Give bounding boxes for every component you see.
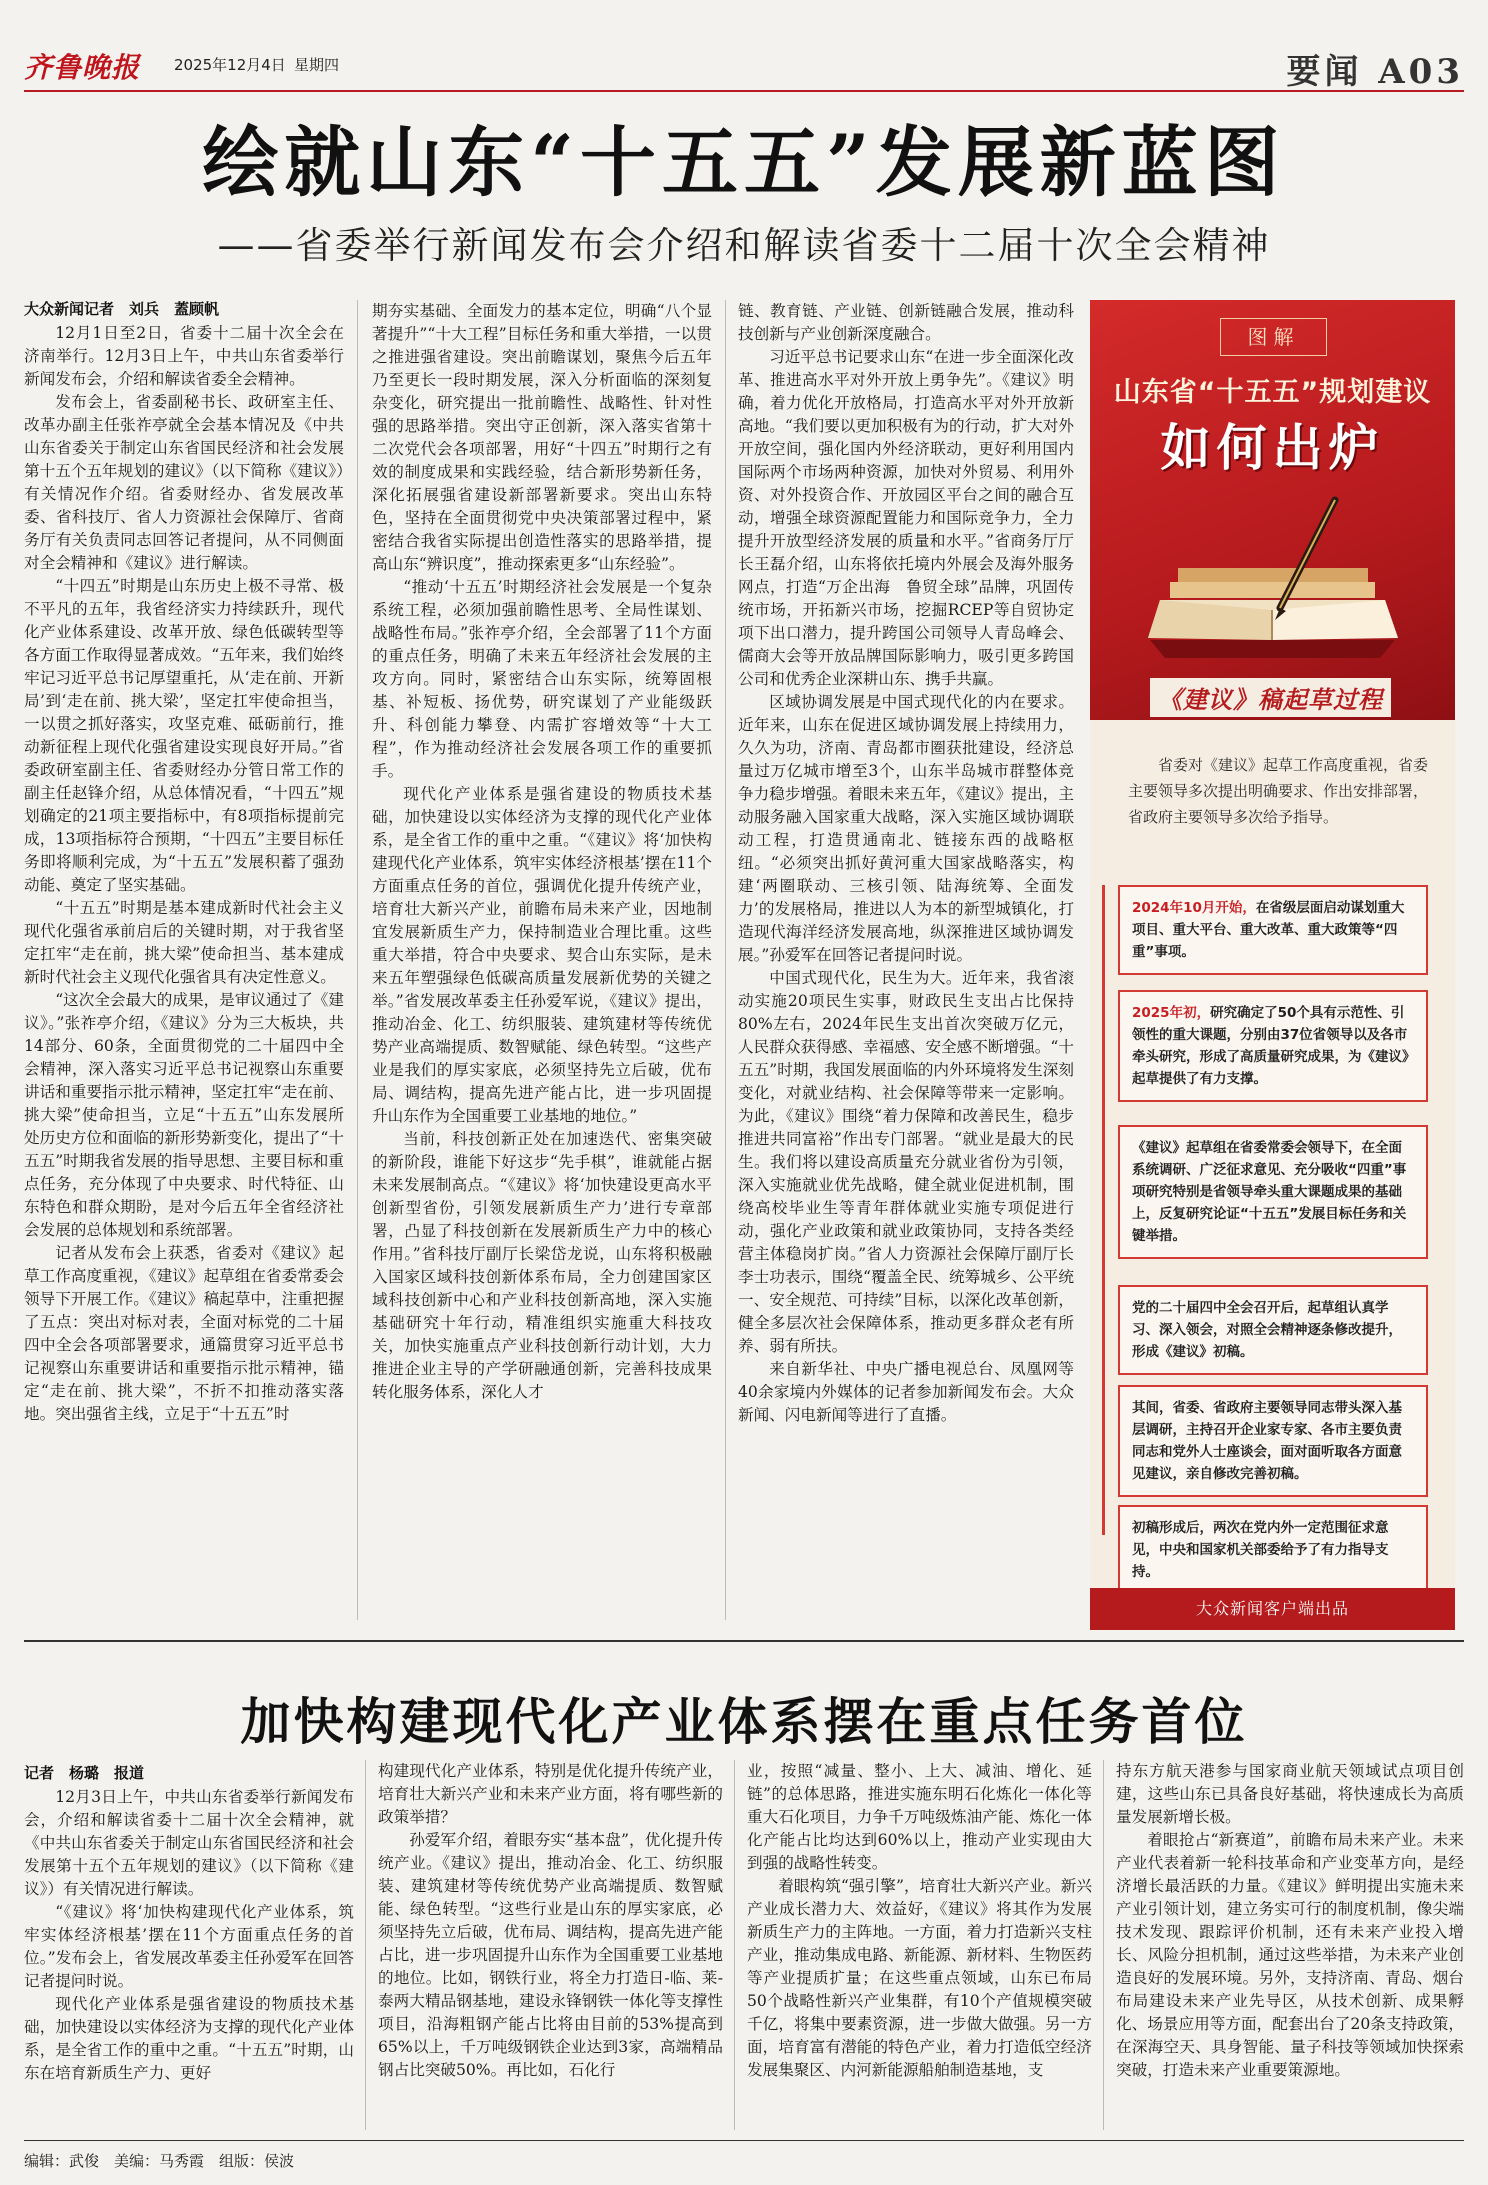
column-divider — [734, 1760, 735, 2130]
issue-weekday: 星期四 — [294, 56, 340, 74]
paragraph: “这次全会最大的成果，是审议通过了《建议》。”张祚亭介绍，《建议》分为三大板块，共14部分、60条，全面贯彻党的二十届四中全会精神，深入落实习近平总书记视察山东重要讲话和重要指示批示精神，坚定扛牢“走在前、挑大梁”使命担当，立足“十五五”山东发展所处历史方位和面临的新形势新变化，提出了“十五五”时期我省发展的指导思想、主要目标和重点任务，充分体现了中央要求、时代特征、山东特色和群众期盼，是对今后五年全省经济社会发展的总体规划和系统部署。 — [24, 991, 344, 1239]
paragraph: 孙爱军介绍，着眼夯实“基本盘”，优化提升传统产业。《建议》提出，推动冶金、化工、纺织服装、建筑建材等传统优势产业高端提质、数智赋能、绿色转型。“这些行业是山东的厚实家底，必须坚持先立后破，优布局、调结构，提高先进产能占比，进一步巩固提升山东作为全国重要工业基地的地位。比如，钢铁行业，将全力打造日-临、莱-泰两大精品钢基地，建设永锋钢铁一体化等支撑性项目，沿海粗钢产能占比将由目前的53%提高到65%以上，千万吨级钢铁企业达到3家，高端精品钢占比突破50%。再比如，石化行 — [378, 1831, 723, 2079]
step-text: 在省级层面启动谋划重大项目、重大平台、重大改革、重大政策等“四重”事项。 — [1132, 900, 1405, 960]
issue-date: 2025年12月4日 — [174, 56, 286, 74]
paragraph: 当前，科技创新正处在加速迭代、密集突破的新阶段，谁能下好这步“先手棋”，谁就能占据未来发展制高点。“《建议》将‘加快建设更高水平创新型省份，引领发展新质生产力’进行专章部署，凸显了科技创新在发展新质生产力中的核心作用。”省科技厅副厅长梁岱龙说，山东将积极融入国家区域科技创新体系布局，全力创建国家区域科技创新中心和产业科技创新高地，深入实施基础研究十年行动，精准组织实施重大科技攻关，加快实施重点产业科技创新行动计划，大力推进企业主导的产学研融通创新，完善科技成果转化服务体系，深化人才 — [372, 1130, 712, 1401]
article1-byline: 大众新闻记者 刘兵 蓋顾帆 — [24, 300, 220, 318]
paragraph: 区域协调发展是中国式现代化的内在要求。近年来，山东在促进区域协调发展上持续用力，久久为功，济南、青岛都市圈获批建设，经济总量过万亿城市增至3个，山东半岛城市群整体竞争力稳步增强。着眼未来五年，《建议》提出，主动服务融入国家重大战略，深入实施区域协调联动工程，打造贯通南北、链接东西的战略枢纽。“必须突出抓好黄河重大国家战略落实，构建‘两圈联动、三核引领、陆海统筹、全面发力’的发展格局，推进以人为本的新型城镇化，打造现代海洋经济发展高地，纵深推进区域协调发展。”孙爱军在回答记者提问时说。 — [738, 693, 1074, 964]
paragraph: 来自新华社、中央广播电视总台、凤凰网等40余家境内外媒体的记者参加新闻发布会。大众新闻、闪电新闻等进行了直播。 — [738, 1360, 1074, 1424]
paragraph: 习近平总书记要求山东“在进一步全面深化改革、推进高水平对外开放上勇争先”。《建议》明确，着力优化开放格局，打造高水平对外开放新高地。“我们要以更加积极有为的行动，扩大对外开放空间，强化国内外经济联动，更好利用国内国际两个市场两种资源，加快对外贸易、利用外资、对外投资合作、开放园区平台之间的融合互动，增强全球资源配置能力和国际竞争力，全力提升开放型经济发展的质量和水平。”省商务厅厅长王磊介绍，山东将依托境内外展会及海外服务网点，打造“万企出海 鲁贸全球”品牌，巩固传统市场，开拓新兴市场，挖掘RCEP等自贸协定项下出口潜力，提升跨国公司领导人青岛峰会、儒商大会等开放品牌国际影响力，吸引更多跨国公司和优秀企业深耕山东、携手共赢。 — [738, 348, 1074, 688]
article1-column-1 — [24, 322, 344, 1620]
article1-column-2 — [372, 300, 712, 1620]
step-text: 其间，省委、省政府主要领导同志带头深入基层调研，主持召开企业家专家、各市主要负责同志和党外人士座谈会，面对面听取各方面意见建议，亲自修改完善初稿。 — [1132, 1400, 1402, 1482]
infographic-intro: 省委对《建议》起草工作高度重视，省委主要领导多次提出明确要求、作出安排部署，省政府主要领导多次给予指导。 — [1128, 756, 1429, 826]
article2-byline: 记者 杨璐 报道 — [24, 1764, 145, 1782]
article2-column-2 — [378, 1760, 723, 2130]
paragraph: 链、教育链、产业链、创新链融合发展，推动科技创新与产业创新深度融合。 — [738, 302, 1074, 343]
footer-rule — [24, 2140, 1464, 2141]
infographic-title-large: 如何出炉 — [1160, 419, 1385, 477]
timeline-step — [1118, 990, 1428, 1102]
step-text: 研究确定了50个具有示范性、引领性的重大课题，分别由37位省领导以及各市牵头研究，形成了高质量研究成果，为《建议》起草提供了有力支撑。 — [1132, 1005, 1409, 1087]
paragraph: 12月3日上午，中共山东省委举行新闻发布会，介绍和解读省委十二届十次全会精神，就《中共山东省委关于制定山东省国民经济和社会发展第十五个五年规划的建议》（以下简称《建议》）有关情况进行解读。 — [24, 1788, 354, 1898]
paragraph: “推动‘十五五’时期经济社会发展是一个复杂系统工程，必须加强前瞻性思考、全局性谋划、战略性布局。”张祚亭介绍，全会部署了11个方面的重点任务，明确了未来五年经济社会发展的主攻方向。同时，紧密结合山东实际，统筹固根基、补短板、扬优势，研究谋划了产业能级跃升、科创能力攀登、内需扩容增效等“十大工程”，作为推动经济社会发展各项工作的重要抓手。 — [372, 578, 712, 780]
paragraph: 业，按照“减量、整小、上大、减油、增化、延链”的总体思路，推进实施东明石化炼化一体化等重大石化项目，力争千万吨级炼油产能、炼化一体化产能占比均达到60%以上，推动产业实现由大到强的战略性转变。 — [747, 1762, 1092, 1872]
step-lead: 2025年初， — [1132, 1005, 1211, 1021]
paragraph: “十五五”时期是基本建成新时代社会主义现代化强省承前启后的关键时期，对于我省坚定扛牢“走在前，挑大梁”使命担当、基本建成新时代社会主义现代化强省具有决定性意义。 — [24, 899, 344, 986]
paragraph: 发布会上，省委副秘书长、政研室主任、改革办副主任张祚亭就全会基本情况及《中共山东省委关于制定山东省国民经济和社会发展第十五个五年规划的建议》（以下简称《建议》）有关情况作介绍。省委财经办、省发展改革委、省科技厅、省人力资源社会保障厅、省商务厅有关负责同志回答记者提问，从不同侧面对全会精神和《建议》进行解读。 — [24, 393, 344, 572]
column-divider — [1103, 1760, 1104, 2130]
page-credits: 编辑：武俊 美编：马秀霞 组版：侯波 — [24, 2152, 295, 2170]
paragraph: 现代化产业体系是强省建设的物质技术基础，加快建设以实体经济为支撑的现代化产业体系，是全省工作的重中之重。“《建议》将‘加快构建现代化产业体系，筑牢实体经济根基’摆在11个方面重点任务的首位，强调优化提升传统产业，培育壮大新兴产业，前瞻布局未来产业，因地制宜发展新质生产力，保持制造业合理比重。这些重大举措，符合中央要求、契合山东实际，是未来五年塑强绿色低碳高质量发展新优势的关键之举。”省发展改革委主任孙爱军说，《建议》提出，推动冶金、化工、纺织服装、建筑建材等传统优势产业高端提质、数智赋能、绿色转型。“这些产业是我们的厚实家底，必须坚持先立后破，优布局、调结构，提高先进产能占比，进一步巩固提升山东作为全国重要工业基地的地位。” — [372, 785, 712, 1125]
column-divider — [357, 300, 358, 1620]
article2-column-3 — [747, 1760, 1092, 2130]
paragraph: 着眼抢占“新赛道”，前瞻布局未来产业。未来产业代表着新一轮科技革命和产业变革方向，是经济增长最活跃的力量。《建议》鲜明提出实施未来产业引领计划，建立务实可行的制度机制，像尖端技术发现、跟踪评价机制，还有未来产业投入增长、风险分担机制，通过这些举措，为未来产业创造良好的发展环境。另外，支持济南、青岛、烟台布局建设未来产业先导区，从技术创新、成果孵化、场景应用等方面，配套出台了20条支持政策，在深海空天、具身智能、量子科技等领域加快探索突破，打造未来产业重要策源地。 — [1116, 1831, 1464, 2079]
timeline-step — [1118, 1505, 1428, 1595]
timeline-step — [1118, 1125, 1428, 1259]
step-lead: 2024年10月开始， — [1132, 900, 1256, 916]
timeline-line — [1102, 885, 1105, 1535]
newspaper-logo: 齐鲁晚报 — [24, 51, 141, 84]
section-page-label: 要闻 A03 — [1286, 52, 1464, 92]
paragraph: 12月1日至2日，省委十二届十次全会在济南举行。12月3日上午，中共山东省委举行新闻发布会，介绍和解读省委全会精神。 — [24, 324, 344, 388]
section-separator — [24, 1640, 1464, 1642]
article2-column-4 — [1116, 1760, 1464, 2130]
paragraph: 着眼构筑“强引擎”，培育壮大新兴产业。新兴产业成长潜力大、效益好，《建议》将其作为发展新质生产力的主阵地。一方面，着力打造新兴支柱产业，推动集成电路、新能源、新材料、生物医药等产业提质扩量；在这些重点领域，山东已布局50个战略性新兴产业集群，有10个产值规模突破千亿，将集中要素资源，进一步做大做强。另一方面，培育富有潜能的特色产业，着力打造低空经济发展集聚区、内河新能源船舶制造基地，支 — [747, 1877, 1092, 2079]
timeline-step — [1118, 1285, 1428, 1375]
infographic-ribbon: 《建议》稿起草过程 — [1150, 678, 1391, 717]
paragraph: “十四五”时期是山东历史上极不寻常、极不平凡的五年，我省经济实力持续跃升，现代化产业体系建设、改革开放、绿色低碳转型等各方面工作取得显著成效。“五年来，我们始终牢记习近平总书记厚望重托，从‘走在前、开新局’到‘走在前、挑大梁’，坚定扛牢使命担当，一以贯之抓好落实，攻坚克难、砥砺前行，推动新征程上现代化强省建设实现良好开局。”省委政研室副主任、省委财经办分管日常工作的副主任赵锋介绍，从总体情况看，“十四五”规划确定的21项主要指标中，有8项指标提前完成，13项指标符合预期，“十四五”主要目标任务即将顺利完成，为“十五五”发展积蓄了强劲动能、奠定了坚实基础。 — [24, 577, 344, 894]
step-text: 党的二十届四中全会召开后，起草组认真学习、深入领会，对照全会精神逐条修改提升，形成《建议》初稿。 — [1132, 1300, 1402, 1360]
masthead — [24, 40, 1464, 92]
paragraph: 构建现代化产业体系，特别是优化提升传统产业，培育壮大新兴产业和未来产业方面，将有哪些新的政策举措？ — [378, 1762, 723, 1826]
main-headline: 绘就山东“十五五”发展新蓝图 — [202, 118, 1286, 207]
paragraph: 持东方航天港参与国家商业航天领域试点项目创建，这些山东已具备良好基础，将快速成长为高质量发展新增长极。 — [1116, 1762, 1464, 1826]
column-divider — [365, 1760, 366, 2130]
step-text: 初稿形成后，两次在党内外一定范围征求意见，中央和国家机关部委给予了有力指导支持。 — [1132, 1520, 1389, 1580]
main-subheadline: ——省委举行新闻发布会介绍和解读省委十二届十次全会精神 — [217, 224, 1271, 267]
paragraph: 中国式现代化，民生为大。近年来，我省滚动实施20项民生实事，财政民生支出占比保持80%左右，2024年民生支出首次突破万亿元，人民群众获得感、幸福感、安全感不断增强。“十五五”时期，我国发展面临的内外环境将发生深刻变化，对就业结构、社会保障等带来一定影响。为此，《建议》围绕“着力保障和改善民生，稳步推进共同富裕”作出专门部署。“就业是最大的民生。我们将以建设高质量充分就业省份为引领，深入实施就业优先战略，健全就业促进机制，围绕高校毕业生等青年群体就业实施专项促进行动，强化产业政策和就业政策协同，支持各类经营主体稳岗扩岗。”省人力资源社会保障厅副厅长李士功表示，围绕“覆盖全民、统筹城乡、公平统一、安全规范、可持续”目标，以深化改革创新，健全多层次社会保障体系，推动更多群众老有所养、弱有所扶。 — [738, 969, 1074, 1355]
infographic-credit: 大众新闻客户端出品 — [1090, 1588, 1455, 1630]
timeline-step — [1118, 1385, 1428, 1497]
infographic-tag: 图解 — [1220, 318, 1327, 356]
article1-column-3 — [738, 300, 1074, 1620]
paragraph: 现代化产业体系是强省建设的物质技术基础，加快建设以实体经济为支撑的现代化产业体系，是全省工作的重中之重。“十五五”时期，山东在培育新质生产力、更好 — [24, 1995, 354, 2082]
article2-column-1 — [24, 1786, 354, 2131]
timeline-step — [1118, 885, 1428, 975]
paragraph: “《建议》将‘加快构建现代化产业体系，筑牢实体经济根基’摆在11个方面重点任务的首位。”发布会上，省发展改革委主任孙爱军在回答记者提问时说。 — [24, 1903, 354, 1990]
step-text: 《建议》起草组在省委常委会领导下，在全面系统调研、广泛征求意见、充分吸收“四重”事项研究特别是省领导牵头重大课题成果的基础上，反复研究论证“十五五”发展目标任务和关键举措。 — [1132, 1140, 1407, 1244]
second-headline: 加快构建现代化产业体系摆在重点任务首位 — [240, 1692, 1248, 1751]
column-divider — [725, 300, 726, 1620]
books-pen-illustration-icon — [1130, 490, 1415, 660]
paragraph: 期夯实基础、全面发力的基本定位，明确“八个显著提升”“十大工程”目标任务和重大举措，一以贯之推进强省建设。突出前瞻谋划，聚焦今后五年乃至更长一段时期发展，深入分析面临的深刻复杂变化，研究提出一批前瞻性、战略性、针对性强的思路举措。突出守正创新，深入落实省第十二次党代会各项部署，用好“十四五”时期行之有效的制度成果和实践经验，结合新形势新任务，深化拓展强省建设新部署新要求。突出山东特色，坚持在全面贯彻党中央决策部署过程中，紧密结合我省实际提出创造性落实的思路举措，提高山东“辨识度”，推动探索更多“山东经验”。 — [372, 302, 712, 573]
infographic-panel — [1090, 300, 1455, 1630]
paragraph: 记者从发布会上获悉，省委对《建议》起草工作高度重视，《建议》起草组在省委常委会领导下开展工作。《建议》稿起草中，注重把握了五点：突出对标对表，全面对标党的二十届四中全会各项部署要求，通篇贯穿习近平总书记视察山东重要讲话和重要指示批示精神，锚定“走在前、挑大梁”，不折不扣推动落实落地。突出强省主线，立足于“十五五”时 — [24, 1244, 344, 1423]
infographic-title: 山东省“十五五”规划建议 — [1113, 377, 1432, 408]
